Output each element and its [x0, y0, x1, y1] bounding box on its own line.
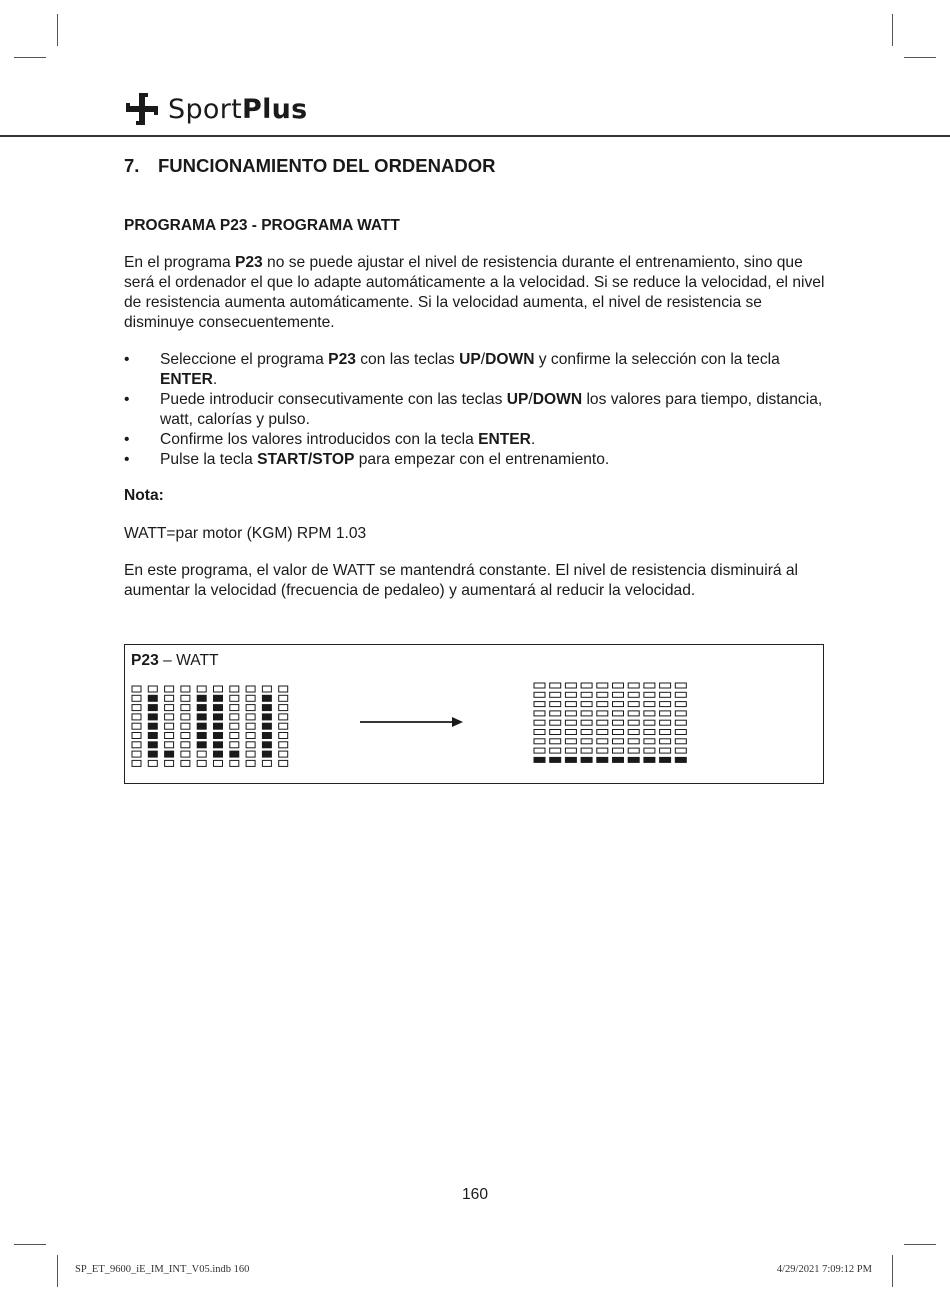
crop-mark-top-right-v — [892, 14, 893, 46]
display-cell-off — [675, 711, 686, 716]
display-cell-off — [534, 730, 545, 735]
display-cell-off — [534, 692, 545, 697]
display-cell-off — [675, 692, 686, 697]
display-cell-off — [675, 720, 686, 725]
display-cell-off — [132, 751, 141, 757]
display-cell-off — [181, 751, 190, 757]
display-cell-off — [628, 692, 639, 697]
display-cell-off — [644, 702, 655, 707]
display-cell-on — [214, 695, 223, 701]
display-cell-off — [214, 686, 223, 692]
display-cell-off — [279, 705, 288, 711]
display-cell-off — [132, 760, 141, 766]
display-cell-off — [132, 686, 141, 692]
display-cell-off — [230, 742, 239, 748]
display-cell-off — [165, 723, 174, 729]
display-cell-off — [550, 730, 561, 735]
display-cell-off — [613, 711, 624, 716]
display-cell-off — [165, 705, 174, 711]
display-cell-off — [581, 683, 592, 688]
display-cell-off — [597, 683, 608, 688]
display-cell-on — [550, 757, 561, 762]
display-cell-off — [597, 692, 608, 697]
display-cell-on — [597, 757, 608, 762]
intro-paragraph: En el programa P23 no se puede ajustar el nivel de resistencia durante el entrenamiento, sino que será el ordenador el que lo adapte automáticamente a la velocidad. Si se reduce la velocidad, el nivel de resistencia aumenta automáticamente. Si la velocidad aumenta, el nivel de resistencia se disminuye consecuentemente. — [124, 254, 825, 331]
instructions-list — [124, 350, 826, 470]
display-cell-off — [644, 748, 655, 753]
display-cell-on — [214, 733, 223, 739]
display-cell-off — [148, 760, 157, 766]
display-cell-off — [644, 720, 655, 725]
display-cell-off — [550, 702, 561, 707]
display-cell-off — [628, 730, 639, 735]
display-cell-off — [644, 683, 655, 688]
display-cell-off — [565, 739, 576, 744]
display-cell-off — [279, 742, 288, 748]
display-cell-off — [675, 739, 686, 744]
display-cell-on — [262, 695, 271, 701]
footer-timestamp: 4/29/2021 7:09:12 PM — [776, 1264, 872, 1275]
display-cell-off — [565, 702, 576, 707]
display-cell-off — [550, 720, 561, 725]
display-cell-off — [148, 686, 157, 692]
page-number: 160 — [461, 1186, 489, 1203]
display-cell-off — [628, 748, 639, 753]
display-cell-off — [660, 702, 671, 707]
display-cell-off — [581, 739, 592, 744]
display-cell-off — [613, 748, 624, 753]
display-cell-on — [214, 751, 223, 757]
display-cell-off — [628, 711, 639, 716]
display-cell-off — [534, 702, 545, 707]
display-cell-off — [565, 720, 576, 725]
crop-mark-bottom-left-v — [57, 1255, 58, 1287]
list-item: • Pulse la tecla START/STOP para empezar con el entrenamiento. — [124, 451, 610, 468]
display-cell-off — [246, 751, 255, 757]
display-cell-off — [230, 705, 239, 711]
right-display-grid — [533, 682, 693, 766]
display-cell-off — [628, 739, 639, 744]
display-cell-off — [581, 720, 592, 725]
display-cell-on — [197, 695, 206, 701]
display-cell-off — [597, 720, 608, 725]
display-cell-off — [132, 705, 141, 711]
display-cell-off — [132, 733, 141, 739]
display-cell-off — [660, 730, 671, 735]
display-cell-on — [148, 751, 157, 757]
display-cell-on — [262, 723, 271, 729]
display-cell-off — [581, 692, 592, 697]
display-cell-on — [197, 714, 206, 720]
list-item: • Seleccione el programa P23 con las teclas UP/DOWN y confirme la selección con la tecla ENTER. — [124, 351, 780, 388]
watt-formula: WATT=par motor (KGM) RPM 1.03 — [124, 525, 367, 542]
display-cell-on — [197, 723, 206, 729]
display-cell-off — [262, 760, 271, 766]
display-cell-off — [246, 695, 255, 701]
display-cell-on — [197, 742, 206, 748]
display-cell-off — [660, 739, 671, 744]
display-cell-off — [581, 730, 592, 735]
display-cell-on — [165, 751, 174, 757]
display-cell-off — [197, 751, 206, 757]
footer-filename: SP_ET_9600_iE_IM_INT_V05.indb 160 — [75, 1264, 250, 1275]
display-cell-off — [181, 723, 190, 729]
display-cell-off — [279, 723, 288, 729]
display-cell-off — [628, 683, 639, 688]
display-cell-off — [165, 686, 174, 692]
display-cell-off — [644, 739, 655, 744]
display-cell-on — [262, 733, 271, 739]
crop-mark-bottom-right-v — [892, 1255, 893, 1287]
display-cell-off — [165, 714, 174, 720]
display-cell-on — [534, 757, 545, 762]
display-cell-off — [565, 711, 576, 716]
display-cell-off — [165, 733, 174, 739]
display-cell-off — [628, 702, 639, 707]
display-cell-off — [181, 760, 190, 766]
display-cell-on — [675, 757, 686, 762]
display-cell-off — [279, 686, 288, 692]
display-cell-off — [660, 720, 671, 725]
section-title-text: FUNCIONAMIENTO DEL ORDENADOR — [158, 155, 496, 176]
display-cell-off — [230, 723, 239, 729]
display-cell-off — [597, 730, 608, 735]
display-cell-off — [675, 683, 686, 688]
display-cell-off — [660, 692, 671, 697]
display-cell-off — [550, 692, 561, 697]
display-cell-on — [230, 751, 239, 757]
display-cell-on — [197, 705, 206, 711]
display-cell-off — [279, 751, 288, 757]
display-cell-on — [148, 714, 157, 720]
display-cell-off — [660, 683, 671, 688]
list-item: • Confirme los valores introducidos con la tecla ENTER. — [124, 431, 536, 448]
sportplus-logo — [124, 90, 308, 128]
display-cell-on — [581, 757, 592, 762]
left-display-grid — [131, 685, 291, 769]
display-cell-off — [132, 695, 141, 701]
display-cell-off — [613, 730, 624, 735]
display-cell-off — [181, 686, 190, 692]
display-cell-off — [581, 748, 592, 753]
display-cell-on — [214, 742, 223, 748]
display-cell-off — [165, 742, 174, 748]
display-cell-off — [534, 748, 545, 753]
display-cell-off — [597, 748, 608, 753]
display-cell-on — [148, 723, 157, 729]
display-cell-off — [230, 695, 239, 701]
display-cell-off — [246, 733, 255, 739]
explanation-paragraph: En este programa, el valor de WATT se mantendrá constante. El nivel de resistencia disminuirá al aumentar la velocidad (frecuencia de pedaleo) y aumentará al reducir la velocidad. — [124, 562, 799, 599]
program-diagram-box — [124, 644, 824, 784]
display-cell-off — [644, 692, 655, 697]
display-cell-off — [597, 739, 608, 744]
diagram-label: P23 – WATT — [131, 652, 219, 669]
display-cell-off — [230, 760, 239, 766]
display-cell-off — [246, 723, 255, 729]
crop-mark-top-left-h — [14, 57, 46, 58]
display-cell-off — [262, 686, 271, 692]
display-cell-off — [246, 705, 255, 711]
display-cell-on — [565, 757, 576, 762]
display-cell-on — [628, 757, 639, 762]
display-cell-off — [550, 748, 561, 753]
display-cell-off — [279, 695, 288, 701]
display-cell-off — [246, 686, 255, 692]
display-cell-off — [550, 711, 561, 716]
display-cell-off — [644, 711, 655, 716]
display-cell-off — [581, 702, 592, 707]
brand-name: SportPlus — [168, 93, 308, 125]
display-cell-off — [181, 742, 190, 748]
display-cell-on — [262, 705, 271, 711]
display-cell-off — [581, 711, 592, 716]
display-cell-off — [132, 714, 141, 720]
section-title — [124, 155, 495, 177]
display-cell-off — [279, 714, 288, 720]
display-cell-off — [565, 730, 576, 735]
display-cell-off — [660, 748, 671, 753]
display-cell-off — [279, 760, 288, 766]
display-cell-off — [675, 730, 686, 735]
display-cell-off — [565, 748, 576, 753]
display-cell-on — [148, 733, 157, 739]
display-cell-off — [181, 714, 190, 720]
display-cell-on — [262, 714, 271, 720]
display-cell-on — [214, 714, 223, 720]
display-cell-off — [550, 683, 561, 688]
display-cell-off — [181, 705, 190, 711]
display-cell-off — [660, 711, 671, 716]
display-cell-off — [230, 686, 239, 692]
display-cell-off — [565, 683, 576, 688]
display-cell-off — [230, 714, 239, 720]
display-cell-off — [246, 714, 255, 720]
display-cell-off — [550, 739, 561, 744]
display-cell-off — [675, 702, 686, 707]
display-cell-off — [613, 692, 624, 697]
display-cell-on — [197, 733, 206, 739]
display-cell-off — [132, 742, 141, 748]
display-cell-off — [534, 711, 545, 716]
display-cell-off — [597, 702, 608, 707]
display-cell-off — [181, 733, 190, 739]
display-cell-on — [148, 742, 157, 748]
display-cell-off — [613, 739, 624, 744]
display-cell-off — [613, 683, 624, 688]
display-cell-off — [597, 711, 608, 716]
display-cell-on — [262, 751, 271, 757]
display-cell-on — [214, 723, 223, 729]
display-cell-off — [165, 760, 174, 766]
crop-mark-bottom-right-h — [904, 1244, 936, 1245]
display-cell-off — [534, 720, 545, 725]
display-cell-off — [165, 695, 174, 701]
header-rule — [0, 135, 950, 137]
arrow-right-icon — [358, 715, 468, 729]
display-cell-on — [660, 757, 671, 762]
program-heading: PROGRAMA P23 - PROGRAMA WATT — [124, 217, 400, 234]
display-cell-on — [148, 705, 157, 711]
display-cell-off — [181, 695, 190, 701]
display-cell-off — [534, 683, 545, 688]
display-cell-off — [613, 720, 624, 725]
display-cell-on — [262, 742, 271, 748]
display-cell-on — [214, 705, 223, 711]
display-cell-off — [246, 742, 255, 748]
note-label: Nota: — [124, 487, 164, 504]
display-cell-off — [613, 702, 624, 707]
list-item: • Puede introducir consecutivamente con las teclas UP/DOWN los valores para tiempo, distancia, watt, calorías y pulso. — [124, 391, 823, 428]
display-cell-off — [279, 733, 288, 739]
crop-mark-top-left-v — [57, 14, 58, 46]
display-cell-off — [246, 760, 255, 766]
crop-mark-top-right-h — [904, 57, 936, 58]
display-cell-off — [230, 733, 239, 739]
display-cell-off — [197, 760, 206, 766]
display-cell-off — [214, 760, 223, 766]
cross-logo-icon — [124, 91, 160, 127]
display-cell-off — [534, 739, 545, 744]
display-cell-off — [565, 692, 576, 697]
crop-mark-bottom-left-h — [14, 1244, 46, 1245]
display-cell-on — [644, 757, 655, 762]
display-cell-off — [197, 686, 206, 692]
display-cell-off — [132, 723, 141, 729]
display-cell-on — [148, 695, 157, 701]
display-cell-off — [644, 730, 655, 735]
section-number: 7. — [124, 155, 140, 176]
display-cell-off — [675, 748, 686, 753]
display-cell-off — [628, 720, 639, 725]
display-cell-on — [613, 757, 624, 762]
